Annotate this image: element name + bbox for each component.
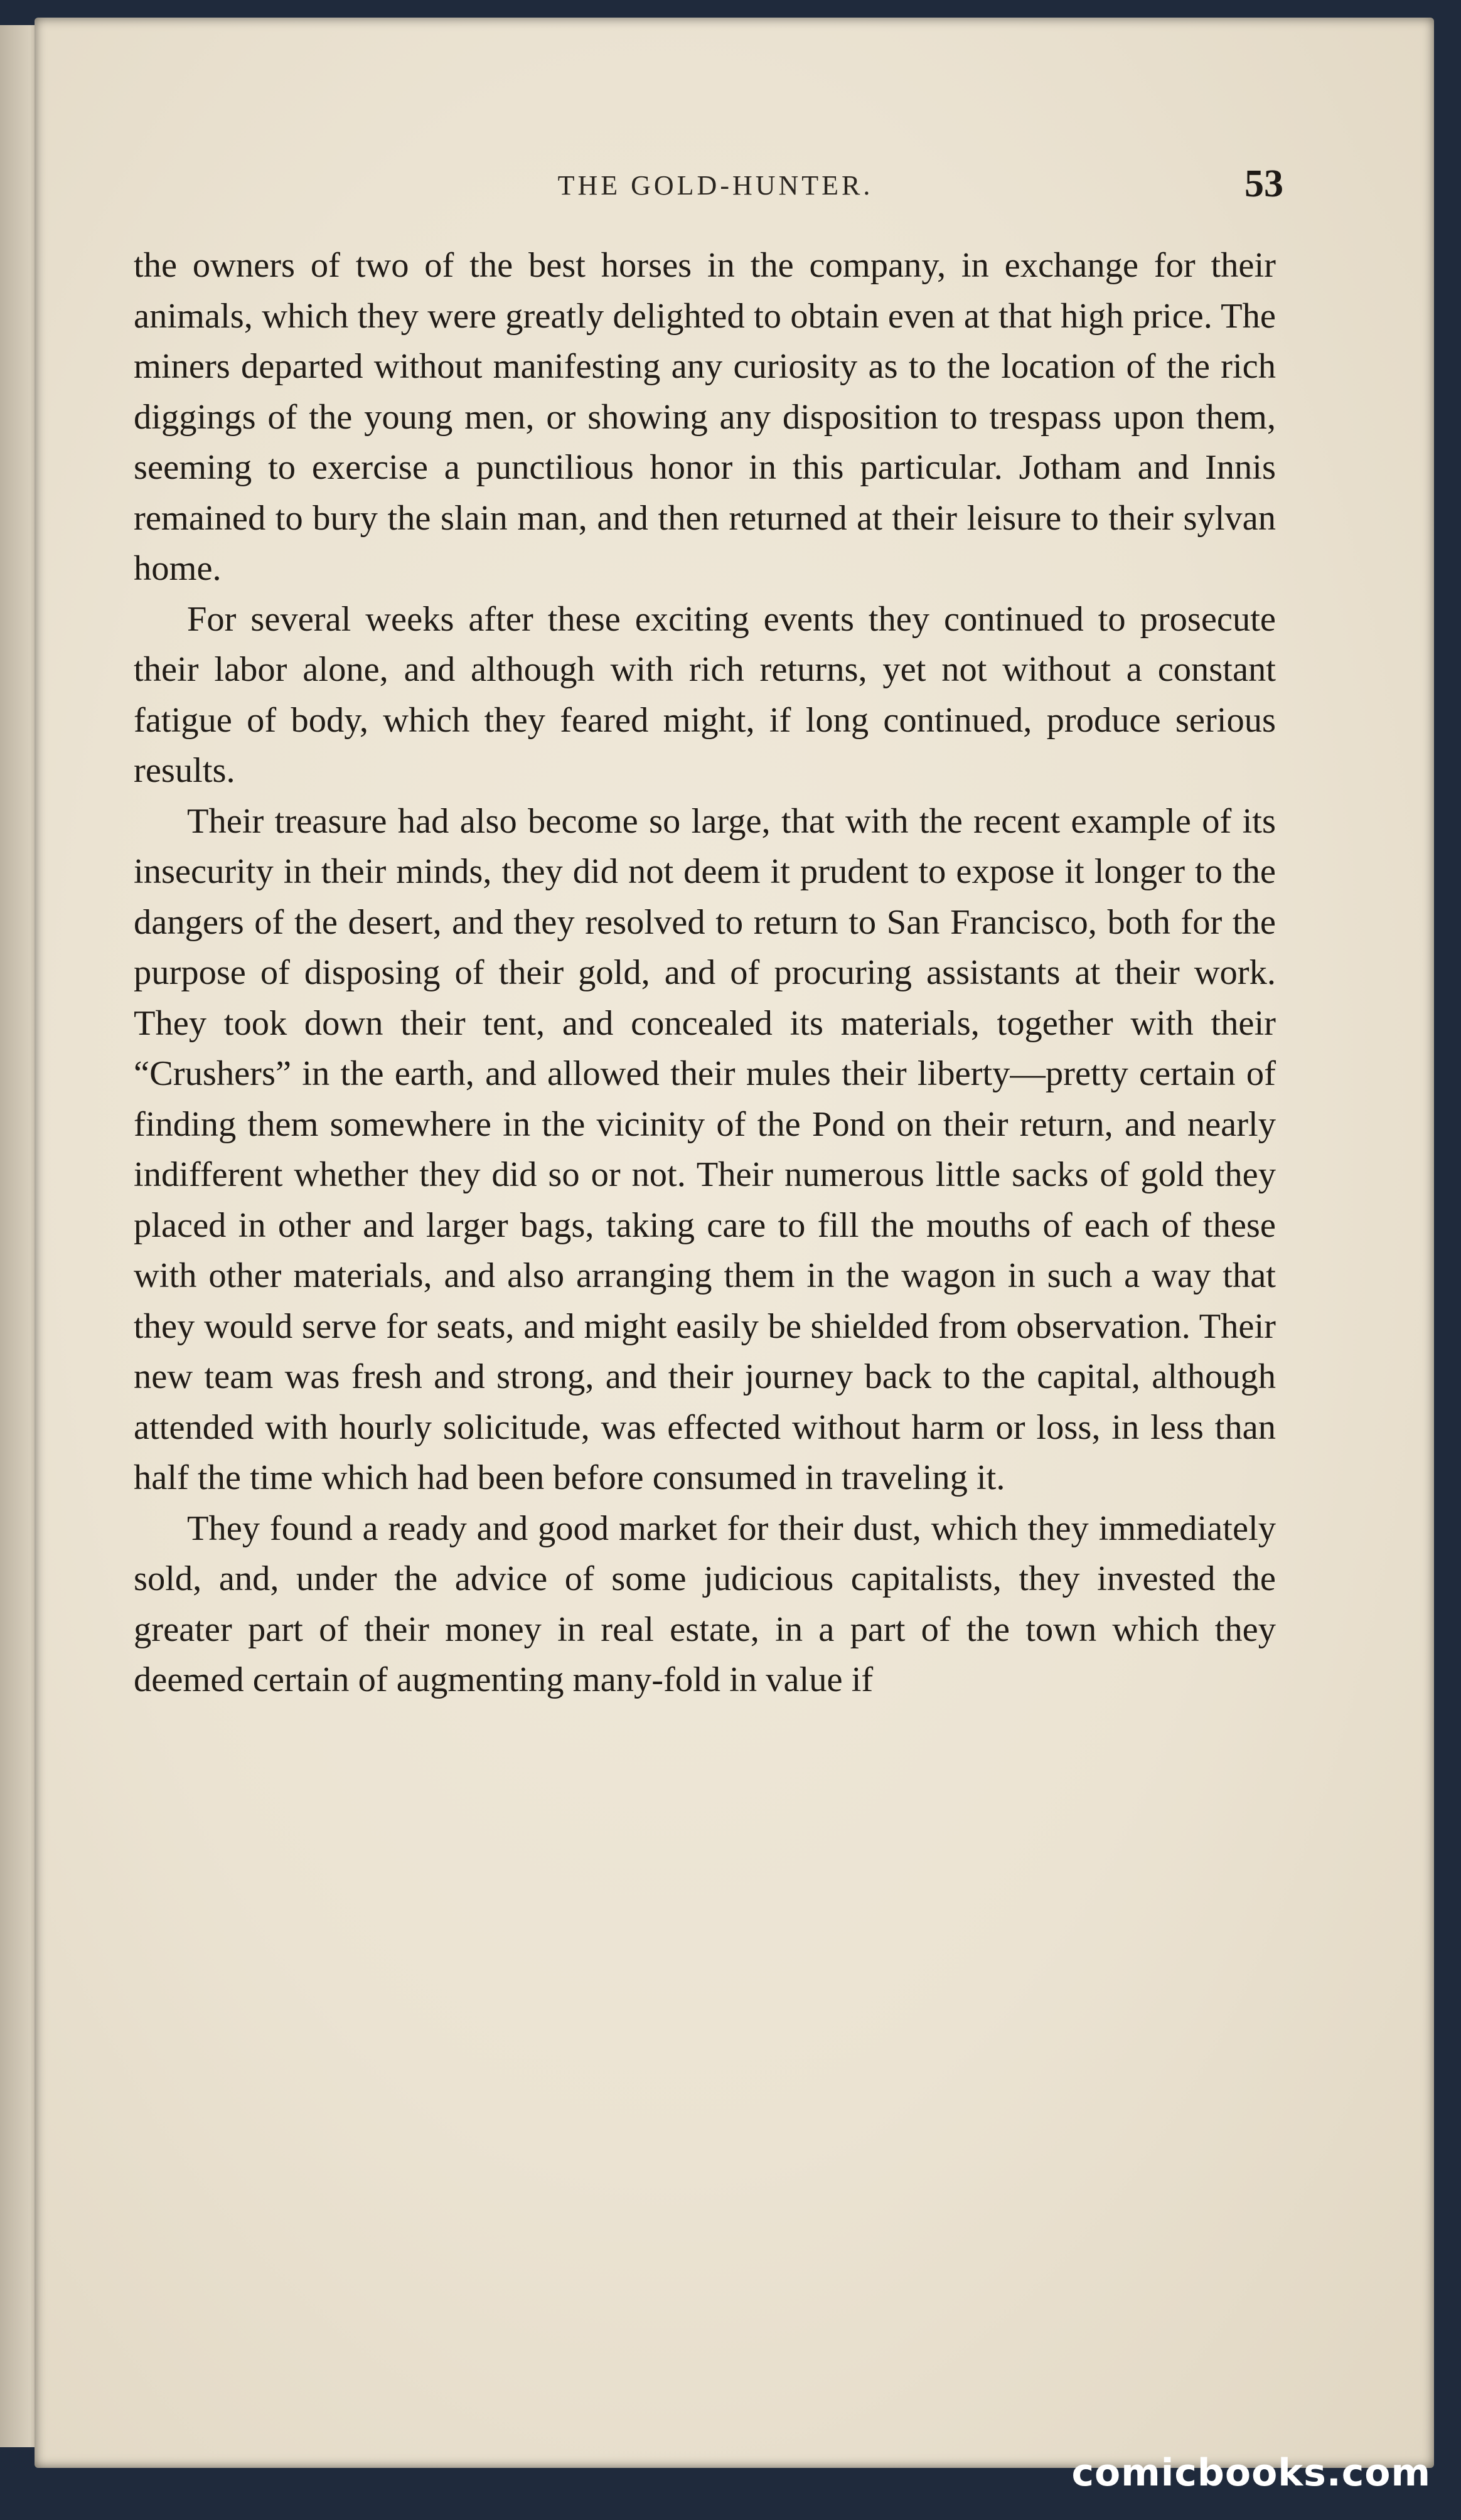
paragraph-2: For several weeks after these exciting events they continued to prosecute their labor alone, and although with rich returns, yet not without a constant fatigue of body, which they feared might, if long continued, produce serious results. <box>134 599 1276 790</box>
paragraph-4: They found a ready and good market for their dust, which they immediately sold, and, under the advice of some judicious capitalists, they invested the greater part of their money in real estate, in a part of the town which they deemed certain of augmenting many-fold in value if <box>134 1508 1276 1699</box>
book-page <box>35 18 1434 2468</box>
page-number: 53 <box>1244 163 1283 205</box>
watermark-text: comicbooks.com <box>1071 2451 1431 2495</box>
body-text <box>134 240 1276 1706</box>
paragraph-1: the owners of two of the best horses in the company, in exchange for their animals, which they were greatly delighted to obtain even at that high price. The miners departed without manifesting any curiosity as to the location of the rich diggings of the young men, or showing any disposition to trespass upon them, seeming to exercise a punctilious honor in this particular. Jotham and Innis remained to bury the slain man, and then returned at their leisure to their sylvan home. <box>134 246 1276 588</box>
paragraph-3: Their treasure had also become so large, that with the recent example of its insecurity in their minds, they did not deem it prudent to expose it longer to the dangers of the desert, and they resolved to return to San Francisco, both for the purpose of disposing of their gold, and of procuring assistants at their work. They took down their tent, and concealed its materials, together with their “Crushers” in the earth, and allowed their mules their liberty—pretty certain of finding them somewhere in the vicinity of the Pond on their return, and nearly indifferent whether they did so or not. Their numerous little sacks of gold they placed in other and larger bags, taking care to fill the mouths of each of these with other materials, and also arranging them in the wagon in such a way that they would serve for seats, and might easily be shielded from observation. Their new team was fresh and strong, and their journey back to the capital, although attended with hourly solicitude, was effected without harm or loss, in less than half the time which had been before consumed in traveling it. <box>134 801 1276 1497</box>
page-header <box>147 162 1283 218</box>
running-title: THE GOLD-HUNTER. <box>557 170 874 201</box>
